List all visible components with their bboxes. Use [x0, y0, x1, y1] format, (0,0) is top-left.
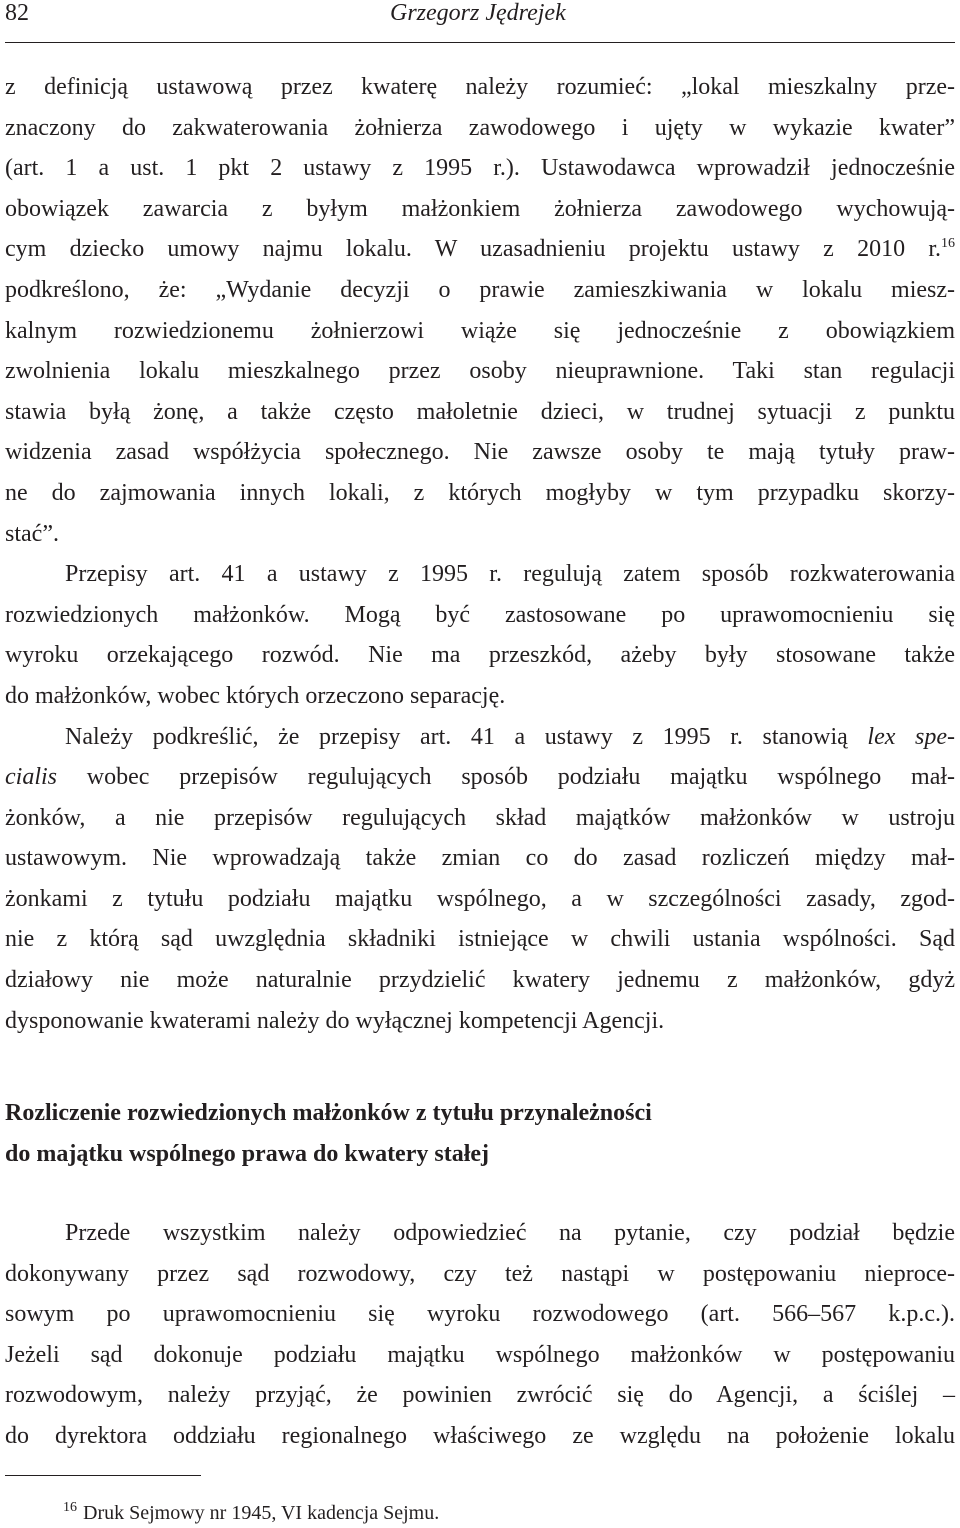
footnote — [63, 1496, 439, 1525]
text-span: wobec przepisów regulujących sposób podziału majątku wspólnego mał- — [86, 764, 956, 791]
text-line: obowiązek zawarcia z byłym małżonkiem żołnierza zawodowego wychowują- — [5, 195, 955, 222]
footnote-separator — [5, 1475, 201, 1476]
text-line: wyroku orzekającego rozwód. Nie ma przeszkód, ażeby były stosowane także — [5, 642, 955, 669]
footnote-number: 16 — [63, 1500, 77, 1515]
text-line: Jeżeli sąd dokonuje podziału majątku wspólnego małżonków w postępowaniu — [5, 1341, 955, 1368]
text-line: podkreślono, że: „Wydanie decyzji o prawie zamieszkiwania w lokalu miesz- — [5, 276, 955, 303]
text-line: stawia byłą żonę, a także często małoletnie dzieci, w trudnej sytuacji z punktu — [5, 398, 955, 425]
text-line: ustawowym. Nie wprowadzają także zmian co do zasad rozliczeń między mał- — [5, 845, 955, 872]
text-line: Przepisy art. 41 a ustawy z 1995 r. regulują zatem sposób rozkwaterowania — [65, 561, 955, 588]
text-line: dysponowanie kwaterami należy do wyłącznej kompetencji Agencji. — [5, 1007, 665, 1034]
text-line — [5, 757, 955, 798]
text-line: widzenia zasad współżycia społecznego. Nie zawsze osoby te mają tytuły praw- — [5, 439, 955, 466]
text-line: dokonywany przez sąd rozwodowy, czy też nastąpi w postępowaniu nieproce- — [5, 1260, 955, 1287]
heading-line: Rozliczenie rozwiedzionych małżonków z tytułu przynależności — [5, 1100, 652, 1126]
heading-line: do majątku wspólnego prawa do kwatery stałej — [5, 1141, 490, 1167]
text-line: żonkami z tytułu podziału majątku wspólnego, a w szczególności zasady, zgod- — [5, 885, 955, 912]
text-line: znaczony do zakwaterowania żołnierza zawodowego i ujęty w wykazie kwater” — [5, 114, 955, 141]
paragraph-definition — [5, 67, 955, 1041]
text-line: kalnym rozwiedzionemu żołnierzowi wiąże się jednocześnie z obowiązkiem — [5, 317, 955, 344]
text-line: rozwiedzionych małżonków. Mogą być zastosowane po uprawomocnieniu się — [5, 601, 955, 628]
text-line: z definicją ustawową przez kwaterę należy rozumieć: „lokal mieszkalny prze- — [5, 74, 955, 100]
italic-term: cialis — [5, 764, 57, 791]
text-line: nie z którą sąd uwzględnia składniki istniejące w chwili ustania wspólności. Sąd — [5, 926, 955, 953]
text-line — [5, 717, 955, 758]
italic-term: lex spe- — [867, 723, 955, 750]
footnote-text: Druk Sejmowy nr 1945, VI kadencja Sejmu. — [83, 1502, 440, 1524]
page-header — [5, 0, 955, 42]
text-line: żonków, a nie przepisów regulujących skład majątków małżonków w ustroju — [5, 804, 955, 831]
text-line: rozwodowym, należy przyjąć, że powinien zwrócić się do Agencji, a ściślej – — [5, 1382, 955, 1409]
text-span: Należy podkreślić, że przepisy art. 41 a ustawy z 1995 r. stanowią — [65, 723, 848, 750]
text-line: Przede wszystkim należy odpowiedzieć na pytanie, czy podział będzie — [65, 1220, 955, 1246]
text-line — [5, 229, 955, 270]
page-number: 82 — [5, 0, 29, 26]
header-rule — [5, 42, 955, 43]
text-line: (art. 1 a ust. 1 pkt 2 ustawy z 1995 r.). Ustawodawca wprowadził jednocześnie — [5, 155, 955, 182]
footnote-reference: 16 — [941, 236, 955, 252]
text-line: ne do zajmowania innych lokali, z których mogłyby w tym przypadku skorzy- — [5, 479, 955, 506]
running-head-author: Grzegorz Jędrejek — [390, 0, 566, 26]
text-line: działowy nie może naturalnie przydzielić kwatery jednemu z małżonków, gdyż — [5, 967, 955, 994]
text-line: stać”. — [5, 520, 59, 547]
text-line: sowym po uprawomocnieniu się wyroku rozwodowego (art. 566–567 k.p.c.). — [5, 1301, 955, 1328]
section-heading — [5, 1093, 955, 1175]
text-line: zwolnienia lokalu mieszkalnego przez osoby nieuprawnione. Taki stan regulacji — [5, 358, 955, 385]
text-line: do małżonków, wobec których orzeczono separację. — [5, 682, 506, 709]
text-line: do dyrektora oddziału regionalnego właściwego ze względu na położenie lokalu — [5, 1422, 955, 1449]
paragraph-division — [5, 1213, 955, 1457]
text-span: cym dziecko umowy najmu lokalu. W uzasadnieniu projektu ustawy z 2010 r. — [5, 236, 941, 263]
